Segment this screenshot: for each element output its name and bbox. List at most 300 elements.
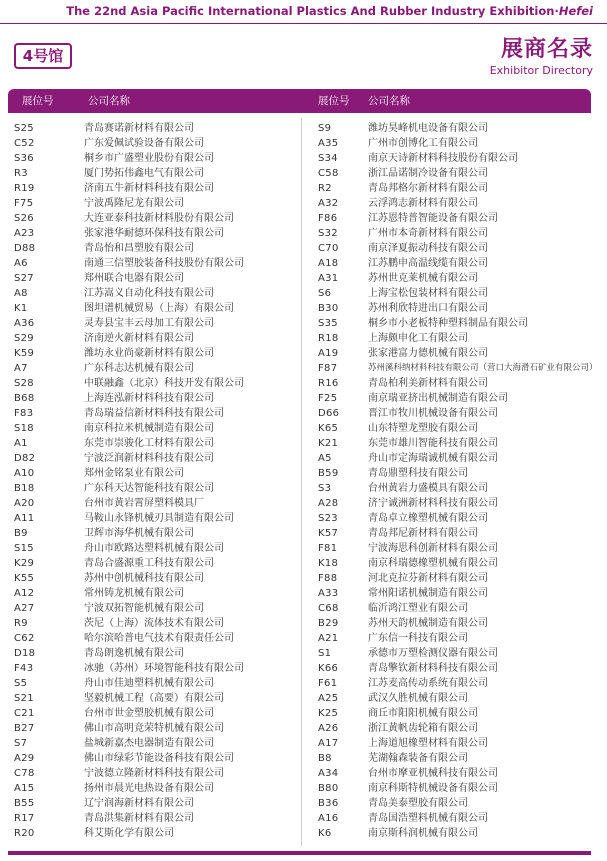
table-row [14,511,294,526]
table-row [14,526,294,541]
event-banner [0,0,607,22]
booth-number: F86 [318,213,338,224]
booth-number: A18 [318,258,339,269]
company-name: 台州黄岩力盛模具有限公司 [368,483,488,494]
company-name: 临沂鸿江塑业有限公司 [368,603,468,614]
booth-number: B59 [318,468,339,479]
booth-number: C62 [14,633,35,644]
booth-number: A15 [14,783,35,794]
booth-number: S18 [14,423,34,434]
table-row [14,181,294,196]
booth-number: S3 [318,483,332,494]
booth-number: A26 [318,723,339,734]
company-name: 晋江市牧川机械设备有限公司 [368,408,498,419]
company-name: 中联融鑫（北京）科技开发有限公司 [84,378,244,389]
booth-number: B55 [14,798,35,809]
table-row [318,391,603,406]
booth-number: R17 [14,813,35,824]
booth-number: A10 [14,468,35,479]
booth-number: S28 [14,378,34,389]
booth-number: K59 [14,348,35,359]
table-row [14,121,294,136]
table-row [318,346,603,361]
company-name: 常州阳诺机械制造有限公司 [368,588,488,599]
booth-number: F83 [14,408,34,419]
hall-badge: 4号馆 [14,43,72,69]
company-name: 常州铸龙机械有限公司 [84,588,184,599]
table-row [318,706,603,721]
event-title: The 22nd Asia Pacific International Plastics And Rubber Industry Exhibition· [66,4,559,18]
table-row [318,181,603,196]
company-name: 广东科志达机械有限公司 [84,363,194,374]
booth-number: D88 [14,243,36,254]
booth-number: S32 [318,228,338,239]
table-row [318,811,603,826]
booth-number: F88 [318,573,338,584]
directory-title [490,36,593,78]
table-row [14,421,294,436]
company-name: 南京科拉米机械制造有限公司 [84,423,214,434]
company-name: 浙江品诺制冷设备有限公司 [368,168,488,179]
booth-number: C58 [318,168,339,179]
table-row [318,601,603,616]
company-name: 商丘市阳阳机械有限公司 [368,708,478,719]
table-row [14,706,294,721]
table-row [318,526,603,541]
table-row [318,616,603,631]
table-row [318,631,603,646]
company-name: 上海颇申化工有限公司 [368,333,468,344]
table-row [318,211,603,226]
table-row [14,766,294,781]
company-name: 青岛合盛源重工科技有限公司 [84,558,214,569]
table-row [318,691,603,706]
booth-number: A16 [318,813,339,824]
table-row [14,826,294,841]
booth-number: S27 [14,273,34,284]
table-row [14,676,294,691]
table-row [14,541,294,556]
booth-number: F81 [318,543,338,554]
booth-number: S6 [318,288,332,299]
table-row [14,361,294,376]
company-name: 苏州中创机械科技有限公司 [84,573,204,584]
booth-number: A29 [14,753,35,764]
table-row [14,616,294,631]
table-row [14,406,294,421]
company-name: 济南五牛新材料科技有限公司 [84,183,214,194]
company-name: 青岛怡和昌塑胶有限公司 [84,243,194,254]
company-name: 河北克拉芬新材料有限公司 [368,573,488,584]
booth-number: A27 [14,603,35,614]
company-name: 南京斯科润机械有限公司 [368,828,478,839]
right-company-header: 公司名称 [368,95,410,107]
table-row [318,376,603,391]
company-name: 江苏麦高传动系统有限公司 [368,678,488,689]
booth-number: B9 [14,528,28,539]
left-booth-header: 展位号 [22,95,54,107]
booth-number: S34 [318,153,338,164]
company-name: 卫辉市海华机械有限公司 [84,528,194,539]
booth-number: C78 [14,768,35,779]
booth-number: K1 [14,303,28,314]
company-name: 青岛国浩塑料机械有限公司 [368,813,488,824]
booth-number: S5 [14,678,28,689]
company-name: 浙江黄帆齿轮箱有限公司 [368,723,478,734]
booth-number: A19 [318,348,339,359]
booth-number: C70 [318,243,339,254]
table-row [14,166,294,181]
table-row [318,121,603,136]
company-name: 南通三信塑胶装备科技股份有限公司 [84,258,244,269]
table-row [14,136,294,151]
booth-number: R19 [14,183,35,194]
right-exhibitor-list [318,121,603,841]
booth-number: A23 [14,228,35,239]
booth-number: S15 [14,543,34,554]
table-row [318,586,603,601]
booth-number: A34 [318,768,339,779]
table-row [318,271,603,286]
booth-number: A32 [318,198,339,209]
table-row [14,286,294,301]
company-name: 济南逆火新材料有限公司 [84,333,194,344]
company-name: 潍坊昊峰机电设备有限公司 [368,123,488,134]
booth-number: K18 [318,558,339,569]
company-name: 台州市黄岩霄屏塑料模具厂 [84,498,204,509]
company-name: 舟山市欧路达塑料机械有限公司 [84,543,224,554]
booth-number: A21 [318,633,339,644]
company-name: 辽宁润海新材料有限公司 [84,798,194,809]
company-name: 冰驰（苏州）环境智能科技有限公司 [84,663,244,674]
company-name: 宁波海思科创新材料有限公司 [368,543,498,554]
table-row [14,811,294,826]
company-name: 灵寿县宝丰云母加工有限公司 [84,318,214,329]
booth-number: C52 [14,138,35,149]
table-row [318,286,603,301]
booth-number: R3 [14,168,28,179]
company-name: 桐乡市小老板特种塑料制品有限公司 [368,318,528,329]
table-row [14,331,294,346]
booth-number: A6 [14,258,28,269]
table-row [318,406,603,421]
company-name: 青岛朗逸机械有限公司 [84,648,184,659]
company-name: 张家港华耐德环保科技有限公司 [84,228,224,239]
table-row [318,316,603,331]
left-company-header: 公司名称 [88,95,130,107]
table-row [318,511,603,526]
booth-number: A8 [14,288,28,299]
company-name: 台州市摩亚机械科技有限公司 [368,768,498,779]
booth-number: R9 [14,618,28,629]
booth-number: A20 [14,498,35,509]
booth-number: K29 [14,558,35,569]
booth-number: K21 [318,438,339,449]
company-name: 南京瑞亚挤出机械制造有限公司 [368,393,508,404]
table-row [318,301,603,316]
table-row [14,346,294,361]
company-name: 青岛卓立橡塑机械有限公司 [368,513,488,524]
table-row [14,241,294,256]
booth-number: S36 [14,153,34,164]
booth-number: S9 [318,123,332,134]
booth-number: S21 [14,693,34,704]
booth-number: R20 [14,828,35,839]
table-row [318,256,603,271]
table-row [14,376,294,391]
company-name: 江苏鹏申高温线缆有限公司 [368,258,488,269]
table-row [318,466,603,481]
company-name: 哈尔滨哈普电气技术有限责任公司 [84,633,234,644]
table-row [318,541,603,556]
table-header [8,89,591,113]
table-row [318,331,603,346]
company-name: 厦门势拓伟鑫电气有限公司 [84,168,204,179]
booth-number: F61 [318,678,338,689]
company-name: 广东信一科技有限公司 [368,633,468,644]
company-name: 广东科天达智能科技有限公司 [84,483,214,494]
booth-number: B8 [318,753,332,764]
booth-number: C21 [14,708,35,719]
company-name: 云浮鸿志新材料有限公司 [368,198,478,209]
company-name: 盐城新嘉杰电器制造有限公司 [84,738,214,749]
company-name: 江苏恩特普智能设备有限公司 [368,213,498,224]
booth-number: K6 [318,828,332,839]
table-row [318,676,603,691]
company-name: 宁波双拓智能机械有限公司 [84,603,204,614]
table-row [318,766,603,781]
table-row [318,481,603,496]
table-row [318,646,603,661]
booth-number: S7 [14,738,28,749]
booth-number: R16 [318,378,339,389]
table-row [14,691,294,706]
column-divider [301,118,302,846]
company-name: 坚毅机械工程（高要）有限公司 [84,693,224,704]
booth-number: R2 [318,183,332,194]
table-row [14,496,294,511]
booth-number: B30 [318,303,339,314]
company-name: 青岛瑞益信新材料科技有限公司 [84,408,224,419]
company-name: 山东特塑龙塑胶有限公司 [368,423,478,434]
booth-number: A1 [14,438,28,449]
table-row [318,361,603,376]
company-name: 苏州世克莱机械有限公司 [368,273,478,284]
company-name: 郑州金铭泵业有限公司 [84,468,184,479]
company-name: 南京泽夏振动科技有限公司 [368,243,488,254]
booth-number: D82 [14,453,36,464]
company-name: 茨尼（上海）流体技术有限公司 [84,618,224,629]
company-name: 南京科瑞德橡塑机械有限公司 [368,558,498,569]
company-name: 扬州市晨光电热设备有限公司 [84,783,214,794]
table-row [14,556,294,571]
table-row [318,556,603,571]
company-name: 广东爱佩试验设备有限公司 [84,138,204,149]
company-name: 苏州利欣特进出口有限公司 [368,303,488,314]
booth-number: F87 [318,363,338,374]
table-row [14,631,294,646]
table-row [14,781,294,796]
company-name: 佛山市高明竞荣特机械有限公司 [84,723,224,734]
booth-number: B80 [318,783,339,794]
booth-number: A31 [318,273,339,284]
company-name: 苏州天韵机械制造有限公司 [368,618,488,629]
table-row [14,196,294,211]
right-booth-header: 展位号 [318,95,350,107]
company-name: 东莞市崇骏化工材料有限公司 [84,438,214,449]
booth-number: S1 [318,648,332,659]
company-name: 张家港富力德机械有限公司 [368,348,488,359]
table-row [14,151,294,166]
company-name: 青岛赛诺新材料有限公司 [84,123,194,134]
booth-number: S26 [14,213,34,224]
table-row [14,226,294,241]
table-row [14,661,294,676]
booth-number: B36 [318,798,339,809]
company-name: 宁波德立隆新材料科技有限公司 [84,768,224,779]
table-row [318,751,603,766]
company-name: 广州市创博化工有限公司 [368,138,478,149]
table-row [318,421,603,436]
company-name: 上海宝松包装材料有限公司 [368,288,488,299]
table-row [318,796,603,811]
company-name: 南京科斯特机械设备有限公司 [368,783,498,794]
table-row [318,736,603,751]
company-name: 宁波泛润新材料科技有限公司 [84,453,214,464]
company-name: 广州市本奇新材料有限公司 [368,228,488,239]
company-name: 青岛擎钦新材料科技有限公司 [368,663,498,674]
company-name: 马鞍山永锋机械刃具制造有限公司 [84,513,234,524]
table-row [14,751,294,766]
table-row [14,271,294,286]
table-row [318,136,603,151]
table-row [14,481,294,496]
booth-number: A7 [14,363,28,374]
company-name: 科艾斯化学有限公司 [84,828,174,839]
table-row [14,586,294,601]
table-row [318,661,603,676]
table-row [14,391,294,406]
booth-number: A28 [318,498,339,509]
header-divider [0,23,607,24]
directory-title-cn: 展商名录 [500,37,593,62]
booth-number: A5 [318,453,332,464]
booth-number: S29 [14,333,34,344]
table-row [318,151,603,166]
booth-number: R18 [318,333,339,344]
company-name: 图坦谱机械贸易（上海）有限公司 [84,303,234,314]
company-name: 青岛邦格尔新材料有限公司 [368,183,488,194]
company-name: 上海连泓新材料科技有限公司 [84,393,214,404]
booth-number: B18 [14,483,35,494]
company-name: 佛山市绿彩节能设备科技有限公司 [84,753,234,764]
company-name: 舟山市定海瑞诚机械有限公司 [368,453,498,464]
booth-number: K65 [318,423,339,434]
table-row [318,781,603,796]
table-row [318,496,603,511]
company-name: 潍坊永业尚豪新材料有限公司 [84,348,214,359]
company-name: 大连亚泰科技新材料股份有限公司 [84,213,234,224]
company-name: 江苏嵩义自动化科技有限公司 [84,288,214,299]
booth-number: S23 [318,513,338,524]
table-row [318,571,603,586]
table-row [14,601,294,616]
booth-number: F75 [14,198,34,209]
table-row [318,166,603,181]
booth-number: B68 [14,393,35,404]
company-name: 郑州联合电器有限公司 [84,273,184,284]
booth-number: D18 [14,648,36,659]
company-name: 青岛洪集新材料有限公司 [84,813,194,824]
company-name: 东莞市雄川智能科技有限公司 [368,438,498,449]
booth-number: S35 [318,318,338,329]
company-name: 青岛鼎塑科技有限公司 [368,468,468,479]
booth-number: F25 [318,393,338,404]
company-name: 宁波禹隆尼龙有限公司 [84,198,184,209]
table-row [14,646,294,661]
table-row [14,211,294,226]
table-row [14,316,294,331]
table-row [318,451,603,466]
table-row [14,466,294,481]
booth-number: F43 [14,663,34,674]
company-name: 济宁诚洲新材料科技有限公司 [368,498,498,509]
company-name: 青岛美泰塑胶有限公司 [368,798,468,809]
company-name: 芜湖翰森装备有限公司 [368,753,468,764]
table-row [318,721,603,736]
table-row [14,721,294,736]
booth-number: A11 [14,513,35,524]
booth-number: K25 [318,708,339,719]
company-name: 桐乡市广盛塑业股份有限公司 [84,153,214,164]
booth-number: A25 [318,693,339,704]
booth-number: A17 [318,738,339,749]
table-row [14,301,294,316]
booth-number: A12 [14,588,35,599]
table-row [318,241,603,256]
table-row [318,436,603,451]
company-name: 承德市万塑检测仪器有限公司 [368,648,498,659]
left-exhibitor-list [14,121,294,841]
booth-number: D66 [318,408,340,419]
company-name: 南京天诗新材料科技股份有限公司 [368,153,518,164]
company-name: 苏州溪科纳材料科技有限公司（营口大海滑石矿业有限公司） [368,363,598,373]
company-name: 青岛柏利美新材料有限公司 [368,378,488,389]
event-city: Hefei [558,4,593,18]
table-row [14,736,294,751]
booth-number: S25 [14,123,34,134]
table-row [14,451,294,466]
company-name: 台州市世金塑胶机械有限公司 [84,708,214,719]
company-name: 青岛邦尼新材料有限公司 [368,528,478,539]
table-row [14,256,294,271]
booth-number: B27 [14,723,35,734]
booth-number: B29 [318,618,339,629]
table-row [318,196,603,211]
table-row [318,826,603,841]
company-name: 武汉久胜机械有限公司 [368,693,468,704]
booth-number: K66 [318,663,339,674]
booth-number: C68 [318,603,339,614]
table-row [14,796,294,811]
directory-title-en: Exhibitor Directory [489,64,593,77]
company-name: 舟山市佳迪塑料机械有限公司 [84,678,214,689]
company-name: 上海道旭橡塑材料有限公司 [368,738,488,749]
footer-bar [8,851,591,855]
booth-number: A33 [318,588,339,599]
booth-number: A36 [14,318,35,329]
table-row [14,571,294,586]
